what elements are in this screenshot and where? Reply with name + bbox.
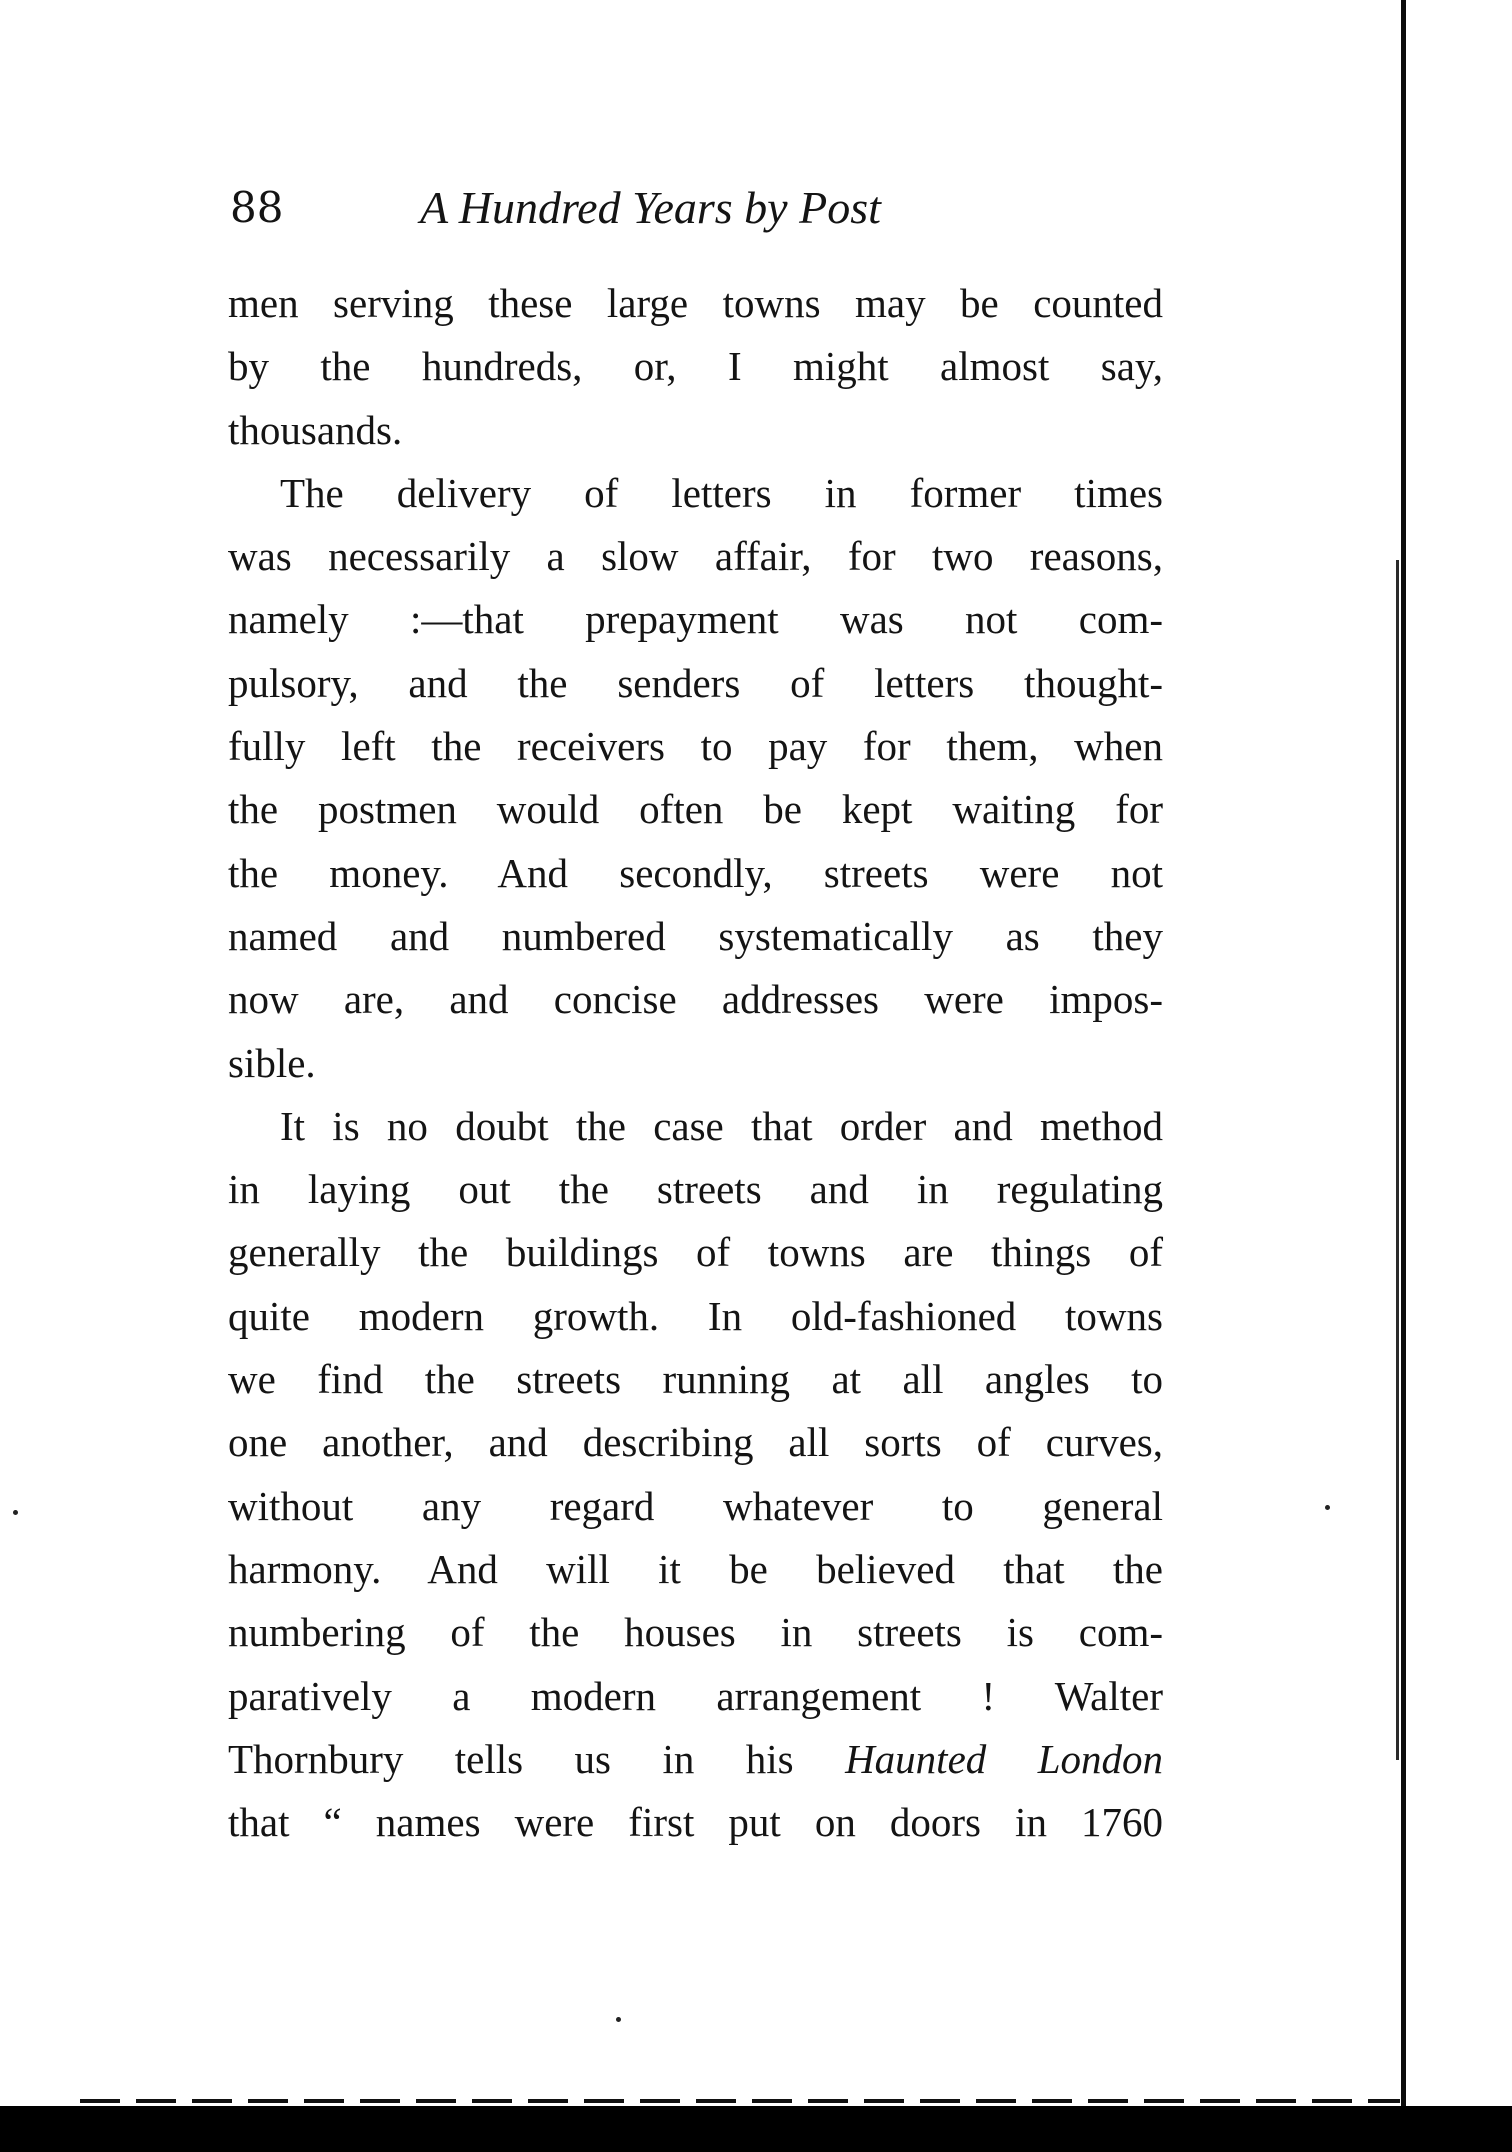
- text-line: the money. And secondly, streets were not: [228, 849, 1163, 896]
- paragraph-first-line: The delivery of letters in former times: [280, 469, 1163, 516]
- scan-speck: [1325, 1505, 1330, 1510]
- scan-speck: [616, 2017, 621, 2022]
- text-line: paratively a modern arrangement ! Walter: [228, 1672, 1163, 1719]
- text-line: thousands.: [228, 406, 403, 453]
- text-line: the postmen would often be kept waiting for: [228, 786, 1163, 833]
- paragraph-first-line: It is no doubt the case that order and method: [280, 1102, 1163, 1149]
- text-line: without any regard whatever to general: [228, 1482, 1163, 1529]
- text-line: pulsory, and the senders of letters thought-: [228, 659, 1163, 706]
- body-text: [228, 272, 1163, 1854]
- text-line: now are, and concise addresses were impos-: [228, 976, 1163, 1023]
- text-line: generally the buildings of towns are things of: [228, 1229, 1163, 1276]
- text-line: quite modern growth. In old-fashioned towns: [228, 1292, 1163, 1339]
- text-line: named and numbered systematically as they: [228, 912, 1163, 959]
- text-line: we find the streets running at all angles to: [228, 1356, 1163, 1403]
- text-line: harmony. And will it be believed that the: [228, 1545, 1163, 1592]
- text-line: in laying out the streets and in regulating: [228, 1166, 1163, 1213]
- scan-edge-line-inner: [1396, 560, 1399, 1760]
- text-line: men serving these large towns may be counted: [228, 280, 1163, 326]
- scan-speck: [13, 1510, 18, 1515]
- running-title: A Hundred Years by Post: [420, 182, 881, 233]
- text-line: [228, 1728, 1163, 1791]
- text-line: one another, and describing all sorts of curves,: [228, 1419, 1163, 1466]
- running-head: [230, 176, 990, 240]
- text-line: was necessarily a slow affair, for two reasons,: [228, 533, 1163, 580]
- text-line: namely :—that prepayment was not com-: [228, 596, 1163, 643]
- text-span: Thornbury tells us in his: [228, 1735, 794, 1782]
- text-line: numbering of the houses in streets is com-: [228, 1609, 1163, 1656]
- book-title-reference: Haunted London: [845, 1735, 1163, 1782]
- text-line: fully left the receivers to pay for them, when: [228, 723, 1163, 770]
- page-number: 88: [230, 183, 284, 232]
- text-line: by the hundreds, or, I might almost say,: [228, 343, 1163, 390]
- scan-edge-line: [1401, 0, 1406, 2108]
- text-line: that “ names were first put on doors in 1760: [228, 1799, 1163, 1846]
- scan-bottom-dash: [80, 2099, 1400, 2103]
- scan-bottom-band: [0, 2106, 1512, 2152]
- text-line: sible.: [228, 1039, 316, 1086]
